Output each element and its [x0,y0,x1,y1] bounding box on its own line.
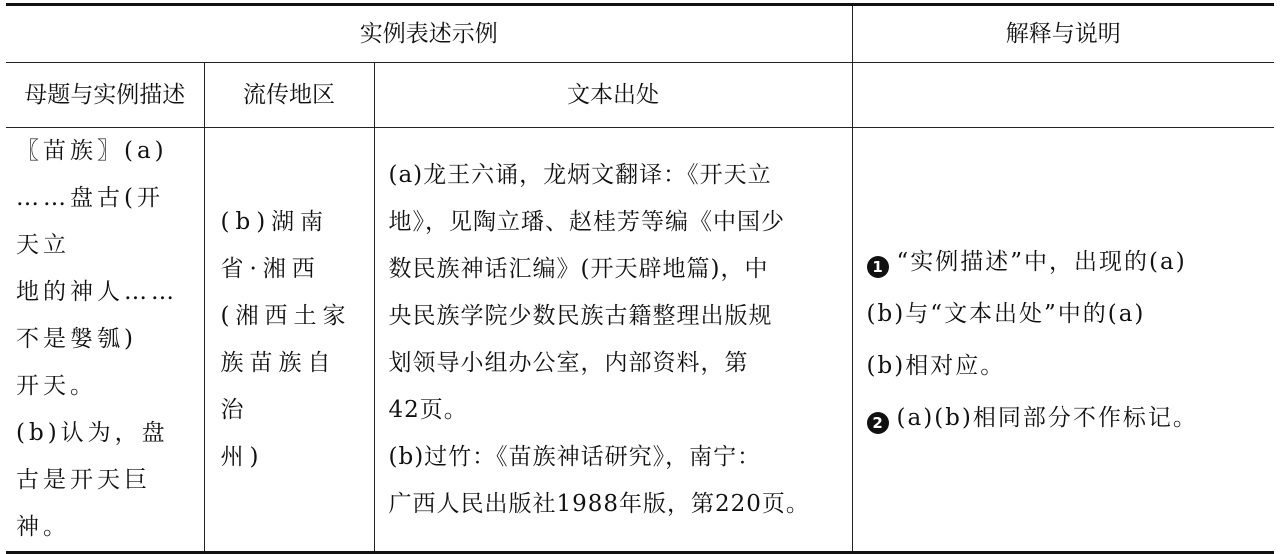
note-line: (b)相对应。 [866,352,1006,379]
region-line: (b)湖南 [220,208,330,235]
source-header: 文本出处 [374,63,852,128]
note-line: (b)与“文本出处”中的(a) [866,300,1146,327]
motif-line: 开天。 [16,373,97,399]
source-line: 广西人民出版社1988年版，第220页。 [388,490,810,517]
region-line: 州) [220,443,265,470]
note-line: (a)(b)相同部分不作标记。 [896,404,1198,431]
source-line: 地》，见陶立璠、赵桂芳等编《中国少 [388,208,785,235]
motif-header: 母题与实例描述 [6,63,204,128]
region-header: 流传地区 [204,63,374,128]
motif-line: 不是媻瓠) [16,326,137,352]
example-title: 实例表述示例 [6,5,852,63]
source-line: (b)过竹：《苗族神话研究》，南宁： [388,443,762,470]
motif-cell [6,128,204,553]
note-line: “实例描述”中，出现的(a) [896,248,1187,275]
table-header-row [6,5,1274,63]
note-item [853,236,1275,444]
motif-line: 天立 [16,232,70,258]
number-2-icon: 2 [867,412,889,434]
note-cell [852,128,1274,553]
source-line: 数民族神话汇编》(开天辟地篇)，中 [388,255,769,282]
source-line: 划领导小组办公室，内部资料，第 [388,349,749,376]
source-line: 42页。 [388,396,468,423]
note-header [852,63,1274,128]
table-row [6,128,1274,553]
region-line: 省·湘西 [220,255,321,282]
motif-line: 地的神人…… [16,279,178,305]
source-line: (a)龙王六诵，龙炳文翻译：《开天立 [388,161,772,188]
example-table [6,3,1274,554]
motif-line: 〖苗族〗(a) [16,138,168,164]
table-subheader-row [6,63,1274,128]
motif-line: (b)认为，盘 [16,420,169,446]
source-cell [374,128,852,553]
motif-line: ……盘古(开 [16,185,164,211]
explanation-title: 解释与说明 [852,5,1274,63]
source-line: 央民族学院少数民族古籍整理出版规 [388,302,773,329]
region-cell [204,128,374,553]
number-1-icon: 1 [867,256,889,278]
region-line: 族苗族自治 [220,349,337,423]
region-line: (湘西土家 [220,302,352,329]
motif-line: 古是开天巨神。 [16,467,151,540]
